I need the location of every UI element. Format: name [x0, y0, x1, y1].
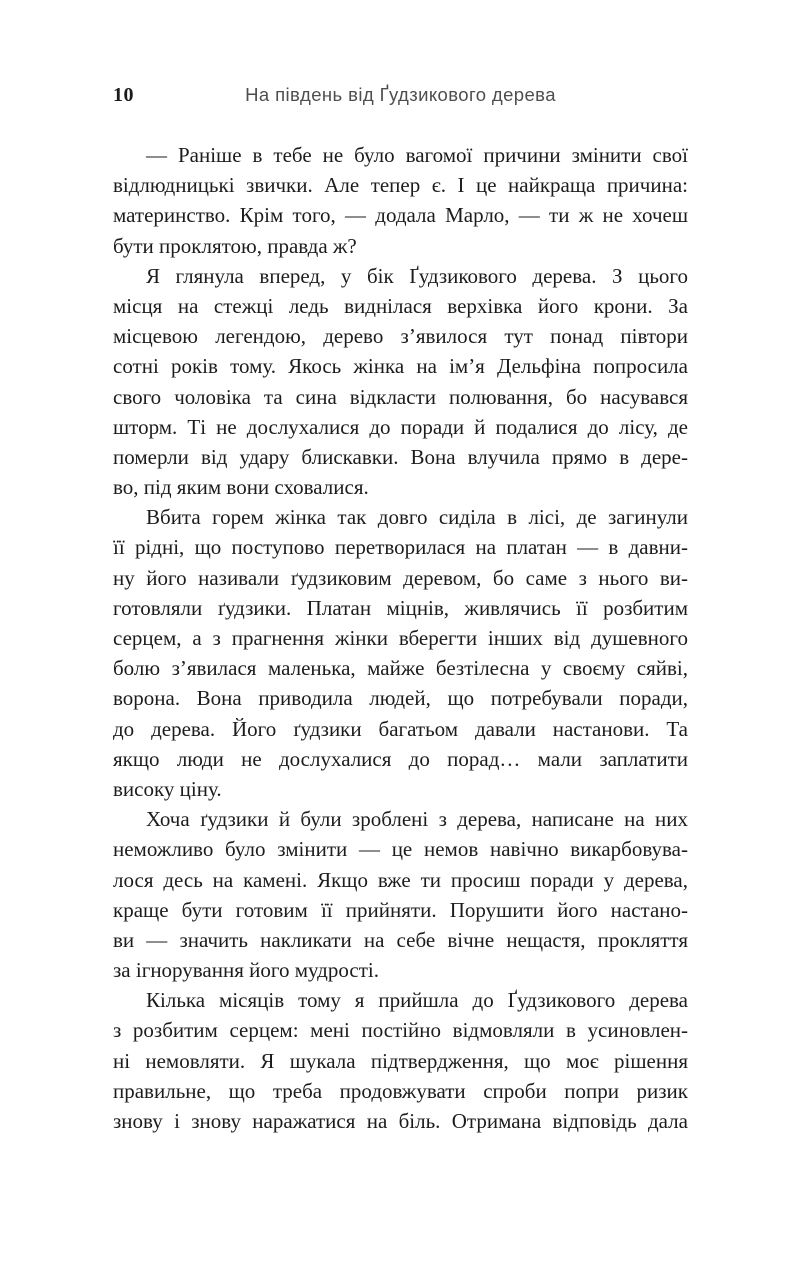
- text-line: високу ціну.: [113, 776, 222, 801]
- text-line: готовляли ґудзики. Платан міцнів, живлячись її розбитим: [113, 595, 688, 620]
- text-line: бути проклятою, правда ж?: [113, 233, 357, 258]
- text-line: Вбита горем жінка так довго сиділа в лісі, де загинули: [146, 505, 688, 530]
- text-line: померли від удару блискавки. Вона влучила прямо в дере-: [113, 444, 688, 469]
- paragraph: [113, 261, 688, 503]
- text-line: до дерева. Його ґудзики багатьом давали настанови. Та: [113, 716, 688, 741]
- text-line: ви — значить накликати на себе вічне нещастя, прокляття: [113, 927, 688, 952]
- text-line: якщо люди не дослухалися до порад… мали заплатити: [113, 746, 688, 771]
- text-line: знову і знову наражатися на біль. Отримана відповідь дала: [113, 1109, 688, 1133]
- paragraph: [113, 985, 688, 1136]
- text-line: Хоча ґудзики й були зроблені з дерева, написане на них: [146, 807, 688, 832]
- text-line: болю з’явилася маленька, майже безтілесна у своєму сяйві,: [113, 656, 688, 681]
- text-line: її рідні, що поступово перетворилася на платан — в давни-: [113, 535, 688, 560]
- page-number: 10: [113, 84, 134, 106]
- text-line: ну його називали ґудзиковим деревом, бо саме з нього ви-: [113, 565, 688, 590]
- text-line: свого чоловіка та сина відкласти полювання, бо насувався: [113, 384, 688, 409]
- text-line: з розбитим серцем: мені постійно відмовляли в усиновлен-: [113, 1018, 688, 1043]
- running-head-title: На південь від Ґудзикового дерева: [245, 84, 556, 105]
- text-line: місця на стежці ледь виднілася верхівка його крони. За: [113, 293, 688, 318]
- paragraph: [113, 804, 688, 985]
- text-line: сотні років тому. Якось жінка на ім’я Дельфіна попросила: [113, 354, 688, 379]
- text-line: за ігнорування його мудрості.: [113, 958, 379, 983]
- text-line: шторм. Ті не дослухалися до поради й подалися до лісу, де: [113, 414, 688, 439]
- text-line: материнство. Крім того, — додала Марло, — ти ж не хочеш: [113, 203, 688, 228]
- text-line: ні немовляти. Я шукала підтвердження, що моє рішення: [113, 1048, 688, 1073]
- text-line: відлюдницькі звички. Але тепер є. І це найкраща причина:: [113, 173, 688, 198]
- text-line: серцем, а з прагнення жінки вберегти інших від душевного: [113, 626, 688, 650]
- page-text: [113, 140, 688, 1136]
- text-line: Я глянула вперед, у бік Ґудзикового дерева. З цього: [146, 263, 688, 288]
- text-line: неможливо було змінити — це немов навічно викарбовува-: [113, 837, 688, 862]
- paragraph: [113, 140, 688, 261]
- text-line: Кілька місяців тому я прийшла до Ґудзикового дерева: [146, 988, 688, 1013]
- text-line: ворона. Вона приводила людей, що потребували поради,: [113, 686, 688, 711]
- paragraph: [113, 502, 688, 804]
- text-line: — Раніше в тебе не було вагомої причини змінити свої: [146, 143, 688, 167]
- text-line: во, під яким вони сховалися.: [113, 475, 369, 500]
- page-header: [113, 84, 688, 108]
- text-line: правильне, що треба продовжувати спроби попри ризик: [113, 1078, 688, 1103]
- text-line: лося десь на камені. Якщо вже ти просиш поради у дерева,: [113, 867, 688, 892]
- text-line: місцевою легендою, дерево з’явилося тут понад півтори: [113, 324, 688, 349]
- text-line: краще бути готовим її прийняти. Порушити його настано-: [113, 897, 688, 922]
